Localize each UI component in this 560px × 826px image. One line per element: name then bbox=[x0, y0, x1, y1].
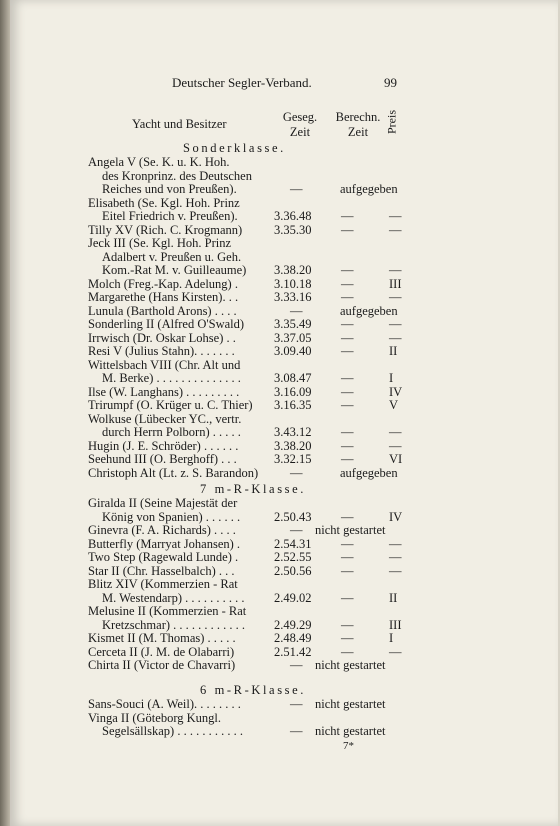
entry-text-line: Two Step (Ragewald Lunde) . bbox=[88, 550, 239, 564]
column-header-berechn-line2: Zeit bbox=[347, 125, 369, 139]
prize: — bbox=[389, 550, 402, 564]
sailed-time: — bbox=[290, 303, 303, 318]
column-header-berechn-line1: Berechn. bbox=[335, 110, 381, 124]
calculated-time: — bbox=[341, 617, 354, 632]
calculated-time: — bbox=[341, 398, 354, 412]
entry-text-line: Lunula (Barthold Arons) . . . . bbox=[88, 303, 237, 318]
sailed-time: 2.54.31 bbox=[274, 536, 312, 551]
calculated-time: — bbox=[341, 509, 354, 524]
entry-text-line: Star II (Chr. Hasselbalch) . . . bbox=[88, 563, 235, 578]
sailed-time: — bbox=[290, 182, 303, 196]
entry-text-line: Eitel Friedrich v. Preußen). bbox=[102, 209, 238, 223]
prize: III bbox=[389, 617, 402, 632]
entry-text-line: Giralda II (Seine Majestät der bbox=[88, 496, 238, 510]
sailed-time: 2.50.56 bbox=[274, 563, 312, 578]
calculated-time: — bbox=[341, 222, 354, 237]
entry-text-line: M. Westendarp) . . . . . . . . . . bbox=[102, 590, 245, 605]
running-header: Deutscher Segler-Verband. bbox=[172, 75, 312, 90]
prize: III bbox=[389, 276, 402, 291]
calculated-time: — bbox=[341, 644, 354, 659]
entry-text-line: Seehund III (O. Berghoff) . . . bbox=[88, 452, 237, 466]
prize: IV bbox=[389, 509, 403, 524]
sailed-time: 3.35.49 bbox=[274, 317, 312, 331]
status-note: nicht gestartet bbox=[315, 724, 386, 738]
sailed-time: 3.43.12 bbox=[274, 425, 312, 439]
status-note: aufgegeben bbox=[340, 182, 398, 196]
calculated-time: — bbox=[341, 330, 354, 345]
entry-text-line: König von Spanien) . . . . . . bbox=[102, 509, 241, 524]
entry-text-line: Adalbert v. Preußen u. Geh. bbox=[102, 249, 242, 264]
entry-text-line: Chirta II (Victor de Chavarri) bbox=[88, 658, 236, 672]
sailed-time: 3.16.09 bbox=[274, 384, 312, 399]
entry-text-line: Ginevra (F. A. Richards) . . . . bbox=[88, 523, 236, 537]
prize: V bbox=[389, 398, 399, 412]
calculated-time: — bbox=[341, 438, 354, 453]
entry-text-line: Irrwisch (Dr. Oskar Lohse) . . bbox=[88, 330, 236, 345]
sailed-time: 3.16.35 bbox=[274, 398, 312, 412]
calculated-time: — bbox=[341, 317, 354, 331]
entry-text-line: Blitz XIV (Kommerzien - Rat bbox=[88, 577, 238, 591]
page-number: 99 bbox=[384, 75, 397, 90]
calculated-time: — bbox=[341, 290, 354, 304]
prize: — bbox=[389, 330, 402, 345]
sailed-time: 2.48.49 bbox=[274, 631, 312, 645]
sailed-time: 2.51.42 bbox=[274, 644, 312, 659]
calculated-time: — bbox=[341, 276, 354, 291]
sailed-time: 2.50.43 bbox=[274, 509, 312, 524]
entry-text-line: Wittelsbach VIII (Chr. Alt und bbox=[88, 357, 241, 372]
entry-text-line: Elisabeth (Se. Kgl. Hoh. Prinz bbox=[88, 195, 240, 210]
column-header-owner: Yacht und Besitzer bbox=[132, 117, 227, 131]
entry-text-line: Tilly XV (Rich. C. Krogmann) bbox=[88, 222, 243, 237]
entry-text-line: Melusine II (Kommerzien - Rat bbox=[88, 604, 247, 618]
prize: — bbox=[389, 563, 402, 578]
entry-text-line: Ilse (W. Langhans) . . . . . . . . . bbox=[88, 384, 240, 399]
sailed-time: — bbox=[290, 697, 303, 711]
section-title: 6 m-R-Klasse. bbox=[200, 683, 307, 697]
entry-text-line: des Kronprinz. des Deutschen bbox=[102, 168, 252, 183]
section-title: 7 m-R-Klasse. bbox=[200, 482, 307, 496]
entry-text-line: Vinga II (Göteborg Kungl. bbox=[88, 710, 222, 725]
status-note: nicht gestartet bbox=[315, 523, 386, 537]
entry-text-line: M. Berke) . . . . . . . . . . . . . . bbox=[102, 371, 241, 385]
entry-text-line: Segelsällskap) . . . . . . . . . . . bbox=[102, 724, 243, 738]
prize: — bbox=[389, 222, 402, 237]
entry-text-line: Margarethe (Hans Kirsten). . . bbox=[88, 290, 239, 304]
prize: — bbox=[389, 290, 402, 304]
entry-text-line: Wolkuse (Lübecker YC., vertr. bbox=[88, 411, 242, 426]
entry-text-line: Cerceta II (J. M. de Olabarri) bbox=[88, 644, 235, 659]
sailed-time: — bbox=[290, 658, 303, 672]
calculated-time: — bbox=[341, 631, 354, 645]
prize: — bbox=[389, 209, 402, 223]
calculated-time: — bbox=[341, 384, 354, 399]
sailed-time: 2.52.55 bbox=[274, 550, 312, 564]
book-spine bbox=[0, 0, 10, 826]
prize: VI bbox=[389, 452, 403, 466]
sailed-time: 3.32.15 bbox=[274, 452, 312, 466]
column-header-preis bbox=[385, 104, 399, 140]
entry-text-line: Butterfly (Marryat Johansen) . bbox=[88, 536, 241, 551]
entry-text-line: Trirumpf (O. Krüger u. C. Thier) bbox=[88, 398, 253, 412]
entry-text-line: Christoph Alt (Lt. z. S. Barandon) bbox=[88, 465, 259, 480]
status-note: aufgegeben bbox=[340, 303, 398, 318]
sailed-time: 2.49.02 bbox=[274, 590, 312, 605]
status-note: nicht gestartet bbox=[315, 658, 386, 672]
prize: II bbox=[389, 590, 398, 605]
prize: IV bbox=[389, 384, 403, 399]
entry-text-line: Resi V (Julius Stahn). . . . . . . bbox=[88, 344, 235, 358]
calculated-time: — bbox=[341, 590, 354, 605]
sailed-time: 3.08.47 bbox=[274, 371, 312, 385]
prize: II bbox=[389, 344, 398, 358]
prize: I bbox=[389, 371, 394, 385]
prize: — bbox=[389, 263, 402, 277]
entry-text-line: Angela V (Se. K. u. K. Hoh. bbox=[88, 155, 230, 169]
sailed-time: 2.49.29 bbox=[274, 617, 312, 632]
sailed-time: — bbox=[290, 465, 303, 480]
column-header-geseg-line2: Zeit bbox=[289, 125, 311, 139]
prize: — bbox=[389, 317, 402, 331]
sailed-time: 3.33.16 bbox=[274, 290, 312, 304]
sailed-time: — bbox=[290, 523, 303, 537]
calculated-time: — bbox=[341, 550, 354, 564]
status-note: aufgegeben bbox=[340, 465, 398, 480]
sailed-time: 3.09.40 bbox=[274, 344, 312, 358]
sailed-time: 3.38.20 bbox=[274, 438, 312, 453]
column-header-geseg bbox=[272, 110, 328, 140]
sailed-time: 3.37.05 bbox=[274, 330, 312, 345]
calculated-time: — bbox=[341, 344, 354, 358]
sailed-time: 3.10.18 bbox=[274, 276, 312, 291]
calculated-time: — bbox=[341, 209, 354, 223]
entry-text-line: Sans-Souci (A. Weil). . . . . . . . bbox=[88, 697, 241, 711]
entry-text-line: Reiches und von Preußen). bbox=[102, 182, 237, 196]
calculated-time: — bbox=[341, 263, 354, 277]
calculated-time: — bbox=[341, 425, 354, 439]
entry-text-line: Kismet II (M. Thomas) . . . . . bbox=[88, 631, 236, 645]
entry-text-line: Sonderling II (Alfred O'Swald) bbox=[88, 317, 245, 331]
section-title: Sonderklasse. bbox=[183, 141, 286, 155]
calculated-time: — bbox=[341, 563, 354, 578]
calculated-time: — bbox=[341, 452, 354, 466]
column-header-geseg-line1: Geseg. bbox=[282, 110, 318, 124]
prize: — bbox=[389, 425, 402, 439]
entry-text-line: Hugin (J. E. Schröder) . . . . . . bbox=[88, 438, 239, 453]
entry-text-line: Kretzschmar) . . . . . . . . . . . . bbox=[102, 617, 246, 632]
column-header-preis-label: Preis bbox=[384, 110, 399, 134]
calculated-time: — bbox=[341, 371, 354, 385]
prize: — bbox=[389, 438, 402, 453]
entry-text-line: durch Herrn Polborn) . . . . . bbox=[102, 425, 241, 439]
sailed-time: 3.38.20 bbox=[274, 263, 312, 277]
sailed-time: 3.36.48 bbox=[274, 209, 312, 223]
prize: — bbox=[389, 644, 402, 659]
signature-mark: 7* bbox=[343, 740, 354, 752]
entry-text-line: Molch (Freg.-Kap. Adelung) . bbox=[88, 276, 238, 291]
calculated-time: — bbox=[341, 536, 354, 551]
column-header-berechn bbox=[327, 110, 389, 140]
status-note: nicht gestartet bbox=[315, 697, 386, 711]
sailed-time: 3.35.30 bbox=[274, 222, 312, 237]
prize: — bbox=[389, 536, 402, 551]
entry-text-line: Kom.-Rat M. v. Guilleaume) bbox=[102, 263, 247, 277]
entry-text-line: Jeck III (Se. Kgl. Hoh. Prinz bbox=[88, 236, 232, 250]
prize: I bbox=[389, 631, 394, 645]
sailed-time: — bbox=[290, 724, 303, 738]
